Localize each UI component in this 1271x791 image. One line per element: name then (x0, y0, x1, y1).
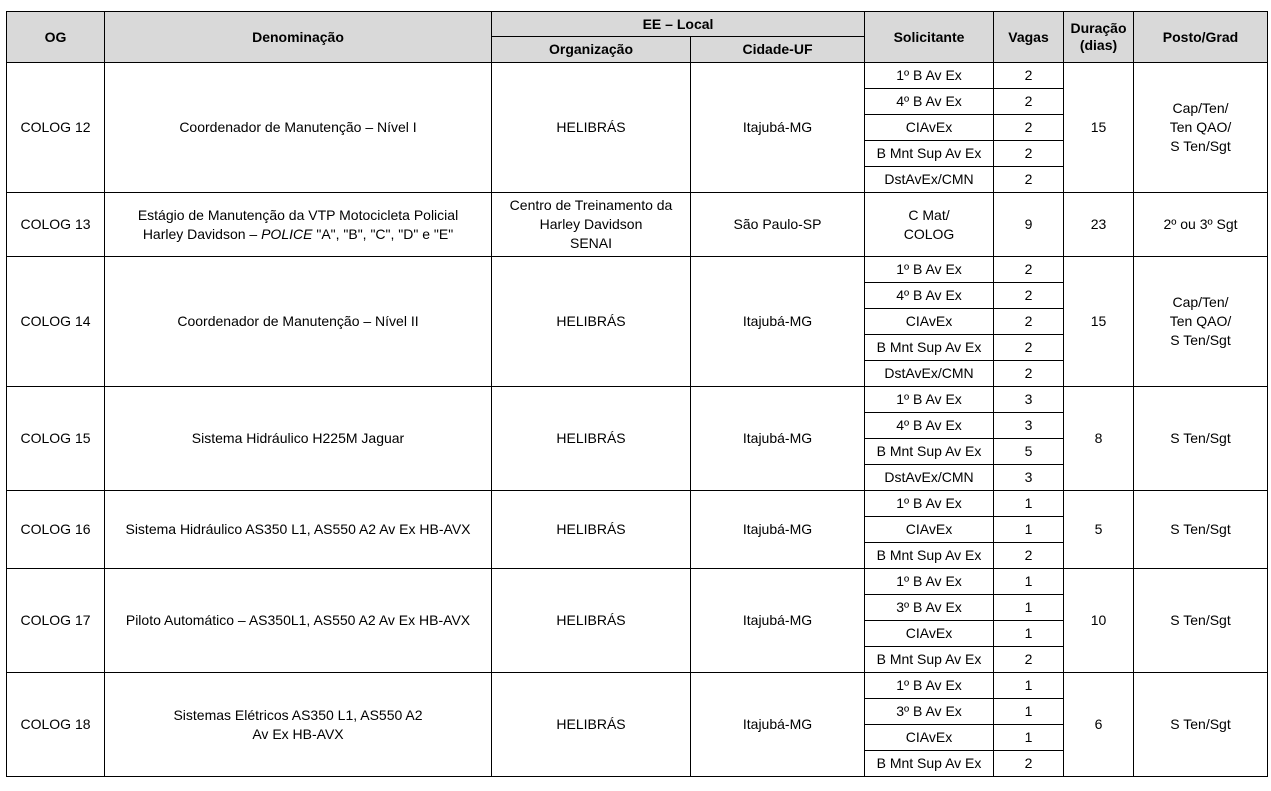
cell-solicitante: CIAvEx (865, 309, 994, 335)
table-row (7, 193, 1268, 257)
cell-og: COLOG 17 (7, 569, 105, 673)
header-row-top (7, 12, 1268, 37)
cell-vagas: 1 (994, 569, 1064, 595)
header-solicitante: Solicitante (865, 12, 994, 63)
header-og: OG (7, 12, 105, 63)
cell-vagas: 2 (994, 141, 1064, 167)
cell-cidade-uf: Itajubá-MG (691, 491, 865, 569)
cell-organizacao: HELIBRÁS (492, 491, 691, 569)
cell-posto-grad: 2º ou 3º Sgt (1134, 193, 1268, 257)
cell-vagas: 2 (994, 751, 1064, 777)
cell-solicitante: 4º B Av Ex (865, 283, 994, 309)
cell-cidade-uf: Itajubá-MG (691, 569, 865, 673)
cell-solicitante: B Mnt Sup Av Ex (865, 141, 994, 167)
cell-solicitante: CIAvEx (865, 517, 994, 543)
cell-vagas: 3 (994, 387, 1064, 413)
cell-vagas: 1 (994, 725, 1064, 751)
cell-vagas: 3 (994, 413, 1064, 439)
cell-vagas: 1 (994, 517, 1064, 543)
cell-solicitante: 1º B Av Ex (865, 491, 994, 517)
cell-cidade-uf: São Paulo-SP (691, 193, 865, 257)
cell-denominacao: Coordenador de Manutenção – Nível I (105, 63, 492, 193)
cell-solicitante: B Mnt Sup Av Ex (865, 335, 994, 361)
cell-vagas: 2 (994, 335, 1064, 361)
cell-og: COLOG 13 (7, 193, 105, 257)
cell-posto-grad: S Ten/Sgt (1134, 673, 1268, 777)
header-ee-local: EE – Local (492, 12, 865, 37)
cell-solicitante: 1º B Av Ex (865, 63, 994, 89)
cell-solicitante: DstAvEx/CMN (865, 361, 994, 387)
cell-solicitante: B Mnt Sup Av Ex (865, 439, 994, 465)
cell-solicitante: DstAvEx/CMN (865, 465, 994, 491)
cell-duracao: 10 (1064, 569, 1134, 673)
cell-vagas: 2 (994, 257, 1064, 283)
cell-solicitante: C Mat/ COLOG (865, 193, 994, 257)
cell-cidade-uf: Itajubá-MG (691, 257, 865, 387)
cell-vagas: 1 (994, 595, 1064, 621)
cell-vagas: 1 (994, 673, 1064, 699)
cell-solicitante: DstAvEx/CMN (865, 167, 994, 193)
cell-vagas: 9 (994, 193, 1064, 257)
cell-vagas: 2 (994, 63, 1064, 89)
cell-organizacao: Centro de Treinamento da Harley Davidson SENAI (492, 193, 691, 257)
header-duracao: Duração (dias) (1064, 12, 1134, 63)
courses-table (6, 11, 1268, 777)
cell-denominacao: Coordenador de Manutenção – Nível II (105, 257, 492, 387)
cell-solicitante: CIAvEx (865, 115, 994, 141)
cell-organizacao: HELIBRÁS (492, 257, 691, 387)
cell-organizacao: HELIBRÁS (492, 673, 691, 777)
cell-solicitante: CIAvEx (865, 725, 994, 751)
denominacao-line-2a: Harley Davidson – (142, 225, 262, 242)
cell-vagas: 3 (994, 465, 1064, 491)
table-row (7, 569, 1268, 595)
header-denominacao: Denominação (105, 12, 492, 63)
cell-posto-grad: S Ten/Sgt (1134, 569, 1268, 673)
denominacao-line-1: Estágio de Manutenção da VTP Motocicleta Policial (137, 206, 459, 223)
table-row (7, 673, 1268, 699)
header-organizacao: Organização (492, 37, 691, 63)
cell-duracao: 15 (1064, 63, 1134, 193)
denominacao-line-2c: "A", "B", "C", "D" e "E" (312, 225, 454, 242)
cell-solicitante: B Mnt Sup Av Ex (865, 543, 994, 569)
denominacao-line-2-italic: POLICE (261, 225, 313, 242)
header-vagas: Vagas (994, 12, 1064, 63)
table-row (7, 257, 1268, 283)
cell-organizacao: HELIBRÁS (492, 387, 691, 491)
table-row (7, 63, 1268, 89)
cell-cidade-uf: Itajubá-MG (691, 63, 865, 193)
cell-denominacao: Sistema Hidráulico AS350 L1, AS550 A2 Av Ex HB-AVX (105, 491, 492, 569)
cell-cidade-uf: Itajubá-MG (691, 673, 865, 777)
table-row (7, 491, 1268, 517)
cell-posto-grad: S Ten/Sgt (1134, 387, 1268, 491)
cell-solicitante: 4º B Av Ex (865, 413, 994, 439)
cell-duracao: 8 (1064, 387, 1134, 491)
cell-vagas: 2 (994, 309, 1064, 335)
cell-og: COLOG 12 (7, 63, 105, 193)
cell-posto-grad: Cap/Ten/ Ten QAO/ S Ten/Sgt (1134, 257, 1268, 387)
cell-vagas: 1 (994, 491, 1064, 517)
cell-denominacao: Sistemas Elétricos AS350 L1, AS550 A2 Av Ex HB-AVX (105, 673, 492, 777)
cell-posto-grad: S Ten/Sgt (1134, 491, 1268, 569)
cell-vagas: 2 (994, 167, 1064, 193)
cell-og: COLOG 15 (7, 387, 105, 491)
cell-og: COLOG 14 (7, 257, 105, 387)
cell-vagas: 5 (994, 439, 1064, 465)
cell-solicitante: B Mnt Sup Av Ex (865, 751, 994, 777)
cell-solicitante: B Mnt Sup Av Ex (865, 647, 994, 673)
table-row (7, 387, 1268, 413)
cell-solicitante: 3º B Av Ex (865, 699, 994, 725)
cell-duracao: 5 (1064, 491, 1134, 569)
cell-solicitante: 1º B Av Ex (865, 257, 994, 283)
cell-solicitante: 3º B Av Ex (865, 595, 994, 621)
cell-solicitante: CIAvEx (865, 621, 994, 647)
cell-vagas: 2 (994, 647, 1064, 673)
cell-og: COLOG 18 (7, 673, 105, 777)
cell-solicitante: 1º B Av Ex (865, 569, 994, 595)
cell-denominacao: Sistema Hidráulico H225M Jaguar (105, 387, 492, 491)
cell-vagas: 2 (994, 543, 1064, 569)
cell-organizacao: HELIBRÁS (492, 569, 691, 673)
header-cidade-uf: Cidade-UF (691, 37, 865, 63)
cell-vagas: 1 (994, 699, 1064, 725)
cell-solicitante: 1º B Av Ex (865, 673, 994, 699)
cell-cidade-uf: Itajubá-MG (691, 387, 865, 491)
cell-vagas: 2 (994, 89, 1064, 115)
cell-vagas: 1 (994, 621, 1064, 647)
cell-solicitante: 4º B Av Ex (865, 89, 994, 115)
cell-duracao: 15 (1064, 257, 1134, 387)
cell-solicitante: 1º B Av Ex (865, 387, 994, 413)
cell-vagas: 2 (994, 283, 1064, 309)
header-posto-grad: Posto/Grad (1134, 12, 1268, 63)
cell-duracao: 23 (1064, 193, 1134, 257)
cell-duracao: 6 (1064, 673, 1134, 777)
cell-denominacao (105, 193, 492, 257)
cell-og: COLOG 16 (7, 491, 105, 569)
cell-posto-grad: Cap/Ten/ Ten QAO/ S Ten/Sgt (1134, 63, 1268, 193)
cell-denominacao: Piloto Automático – AS350L1, AS550 A2 Av Ex HB-AVX (105, 569, 492, 673)
cell-vagas: 2 (994, 115, 1064, 141)
cell-organizacao: HELIBRÁS (492, 63, 691, 193)
cell-vagas: 2 (994, 361, 1064, 387)
